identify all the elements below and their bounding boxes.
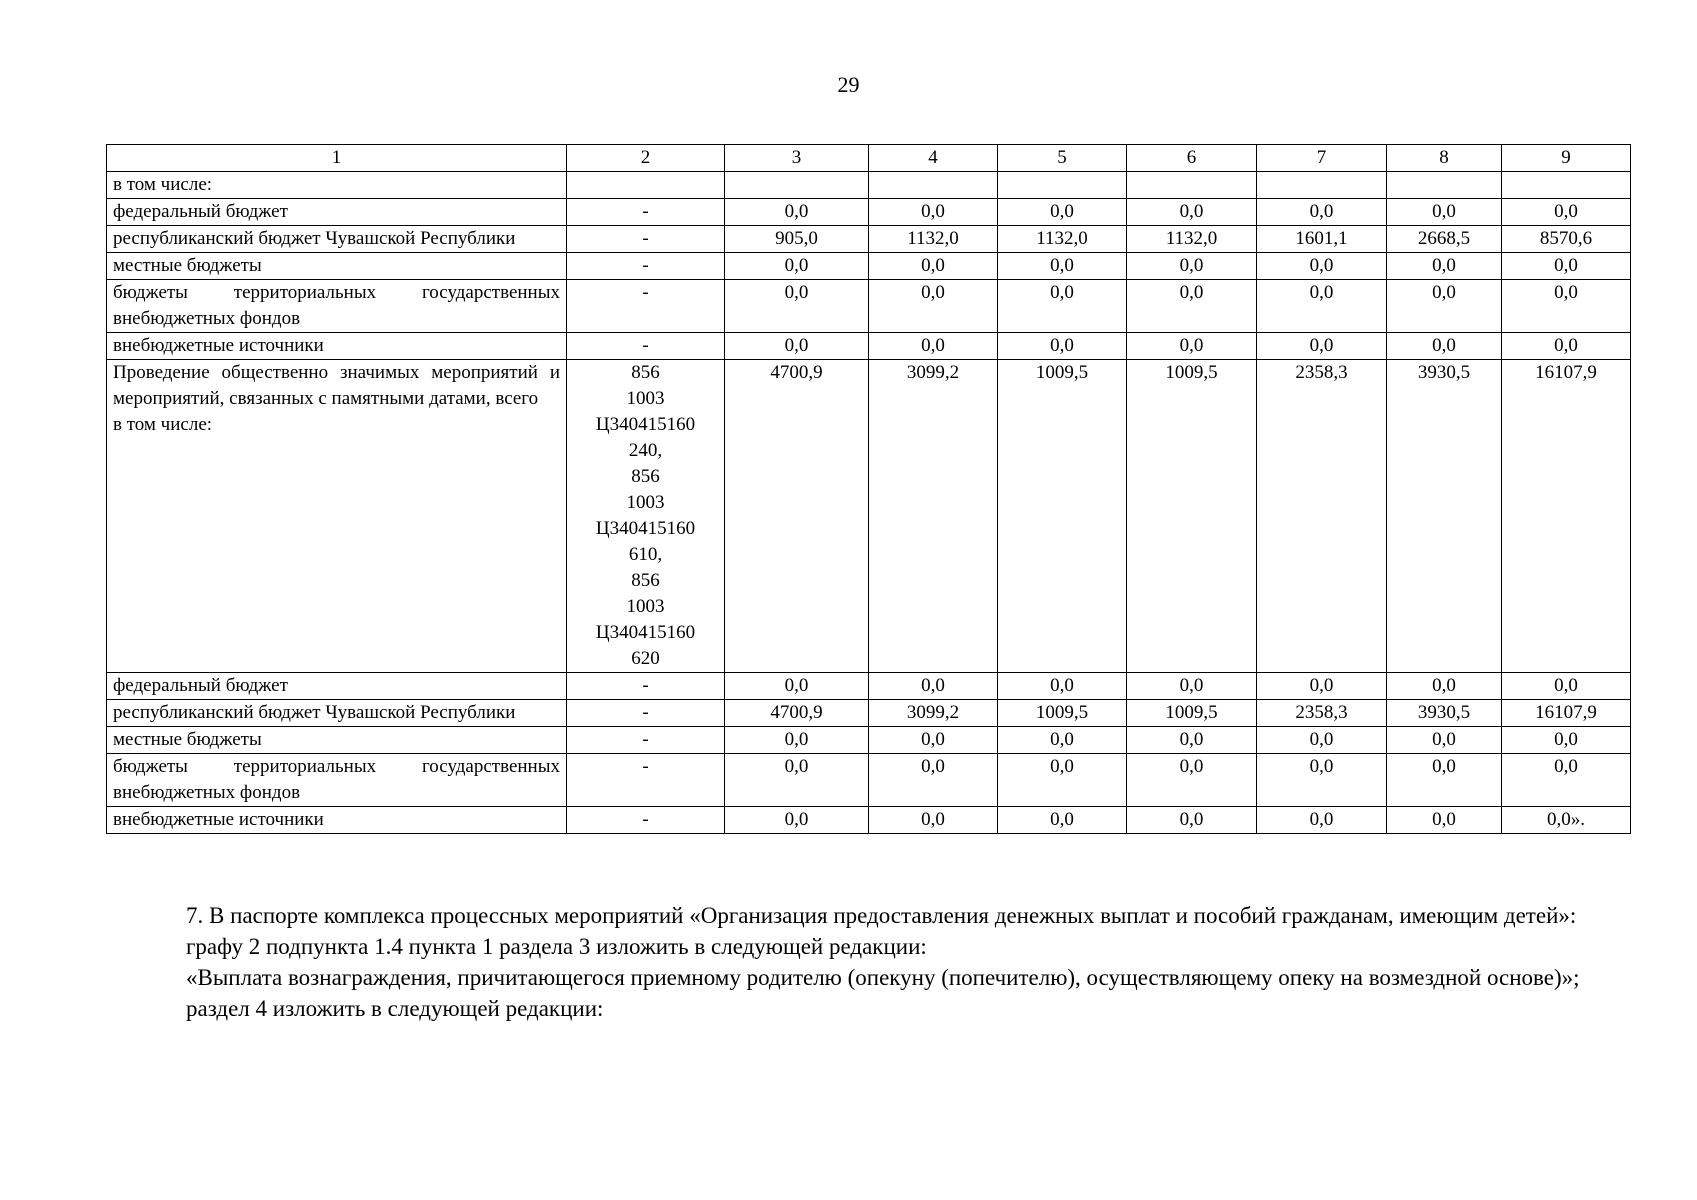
amount-col-7: 0,0 [1257, 199, 1387, 226]
amount-col-9: 0,0 [1502, 727, 1631, 754]
amount-col-3: 0,0 [725, 253, 869, 280]
column-number-2: 2 [567, 145, 725, 172]
amount-col-9: 16107,9 [1502, 360, 1631, 673]
table-row [107, 333, 1631, 360]
row-label: федеральный бюджет [107, 199, 567, 226]
table-row [107, 226, 1631, 253]
amount-col-8: 0,0 [1387, 333, 1502, 360]
budget-code: - [567, 333, 725, 360]
row-label: республиканский бюджет Чувашской Республики [107, 700, 567, 727]
row-label: федеральный бюджет [107, 673, 567, 700]
amount-col-6: 0,0 [1127, 807, 1257, 834]
amount-col-6: 0,0 [1127, 673, 1257, 700]
amount-col-7: 1601,1 [1257, 226, 1387, 253]
budget-code: - [567, 700, 725, 727]
amount-col-8: 0,0 [1387, 280, 1502, 333]
amount-col-3: 0,0 [725, 754, 869, 807]
amount-col-7: 0,0 [1257, 807, 1387, 834]
table-row [107, 280, 1631, 333]
amount-col-3: 4700,9 [725, 700, 869, 727]
amount-col-6: 0,0 [1127, 280, 1257, 333]
column-number-1: 1 [107, 145, 567, 172]
row-label: бюджеты территориальных государственных внебюджетных фондов [107, 754, 567, 807]
column-number-7: 7 [1257, 145, 1387, 172]
amount-col-5 [998, 172, 1127, 199]
amount-col-6: 1132,0 [1127, 226, 1257, 253]
amount-col-4: 0,0 [869, 333, 998, 360]
amount-col-6 [1127, 172, 1257, 199]
row-label: местные бюджеты [107, 253, 567, 280]
amount-col-9: 0,0 [1502, 280, 1631, 333]
budget-code: - [567, 280, 725, 333]
amount-col-6: 1009,5 [1127, 360, 1257, 673]
amount-col-6: 1009,5 [1127, 700, 1257, 727]
amount-col-3: 0,0 [725, 727, 869, 754]
amount-col-9: 0,0 [1502, 754, 1631, 807]
column-number-8: 8 [1387, 145, 1502, 172]
amount-col-9: 8570,6 [1502, 226, 1631, 253]
amount-col-5: 0,0 [998, 199, 1127, 226]
amount-col-5: 0,0 [998, 807, 1127, 834]
amount-col-8: 0,0 [1387, 754, 1502, 807]
amount-col-7: 0,0 [1257, 754, 1387, 807]
financing-table [106, 144, 1631, 834]
amount-col-8: 0,0 [1387, 253, 1502, 280]
row-label: местные бюджеты [107, 727, 567, 754]
amount-col-4: 0,0 [869, 673, 998, 700]
row-label: внебюджетные источники [107, 333, 567, 360]
table-row [107, 673, 1631, 700]
amount-col-7: 2358,3 [1257, 700, 1387, 727]
budget-code: - [567, 226, 725, 253]
body-text [115, 900, 1587, 1024]
amount-col-4: 3099,2 [869, 360, 998, 673]
paragraph-2: графу 2 подпункта 1.4 пункта 1 раздела 3 изложить в следующей редакции: [186, 934, 927, 959]
table-row [107, 754, 1631, 807]
paragraph-1: 7. В паспорте комплекса процессных мероприятий «Организация предоставления денежных выплат и пособий гражданам, имеющим детей»: [186, 903, 1577, 928]
budget-code: 856 1003 Ц340415160 240, 856 1003 Ц340415160 610, 856 1003 Ц340415160 620 [567, 360, 725, 673]
amount-col-9: 0,0 [1502, 673, 1631, 700]
amount-col-4: 0,0 [869, 807, 998, 834]
row-label: республиканский бюджет Чувашской Республики [107, 226, 567, 253]
amount-col-3: 0,0 [725, 807, 869, 834]
amount-col-8: 3930,5 [1387, 360, 1502, 673]
amount-col-7 [1257, 172, 1387, 199]
table-header-row [107, 145, 1631, 172]
amount-col-6: 0,0 [1127, 727, 1257, 754]
amount-col-8: 0,0 [1387, 199, 1502, 226]
table-body [107, 145, 1631, 834]
budget-code: - [567, 807, 725, 834]
table-row [107, 807, 1631, 834]
amount-col-7: 2358,3 [1257, 360, 1387, 673]
table-row [107, 253, 1631, 280]
table-row [107, 700, 1631, 727]
amount-col-7: 0,0 [1257, 673, 1387, 700]
amount-col-4: 0,0 [869, 754, 998, 807]
row-label: бюджеты территориальных государственных внебюджетных фондов [107, 280, 567, 333]
budget-code: - [567, 253, 725, 280]
paragraph-3: «Выплата вознаграждения, причитающегося приемному родителю (опекуну (попечителю), осуществляющему опеку на возмездной основе)»; [186, 965, 1580, 990]
budget-code: - [567, 727, 725, 754]
amount-col-9: 16107,9 [1502, 700, 1631, 727]
amount-col-8: 3930,5 [1387, 700, 1502, 727]
amount-col-3: 905,0 [725, 226, 869, 253]
amount-col-4: 0,0 [869, 280, 998, 333]
budget-code: - [567, 754, 725, 807]
amount-col-6: 0,0 [1127, 333, 1257, 360]
table-row [107, 172, 1631, 199]
amount-col-5: 1132,0 [998, 226, 1127, 253]
table-row [107, 727, 1631, 754]
amount-col-9: 0,0 [1502, 199, 1631, 226]
amount-col-4: 0,0 [869, 253, 998, 280]
amount-col-8: 0,0 [1387, 807, 1502, 834]
amount-col-5: 1009,5 [998, 700, 1127, 727]
row-label: Проведение общественно значимых мероприятий и мероприятий, связанных с памятными датами, всего в том числе: [107, 360, 567, 673]
amount-col-6: 0,0 [1127, 253, 1257, 280]
budget-code [567, 172, 725, 199]
budget-code: - [567, 199, 725, 226]
amount-col-9 [1502, 172, 1631, 199]
column-number-5: 5 [998, 145, 1127, 172]
amount-col-5: 0,0 [998, 754, 1127, 807]
amount-col-5: 0,0 [998, 727, 1127, 754]
amount-col-8: 0,0 [1387, 727, 1502, 754]
amount-col-7: 0,0 [1257, 727, 1387, 754]
column-number-9: 9 [1502, 145, 1631, 172]
column-number-6: 6 [1127, 145, 1257, 172]
page-number: 29 [837, 72, 860, 97]
table-row [107, 199, 1631, 226]
amount-col-4: 3099,2 [869, 700, 998, 727]
table-row [107, 360, 1631, 673]
amount-col-8 [1387, 172, 1502, 199]
amount-col-3: 0,0 [725, 280, 869, 333]
amount-col-4: 0,0 [869, 199, 998, 226]
amount-col-4: 1132,0 [869, 226, 998, 253]
amount-col-8: 2668,5 [1387, 226, 1502, 253]
amount-col-5: 0,0 [998, 333, 1127, 360]
amount-col-5: 1009,5 [998, 360, 1127, 673]
amount-col-9: 0,0 [1502, 253, 1631, 280]
amount-col-3 [725, 172, 869, 199]
amount-col-5: 0,0 [998, 280, 1127, 333]
column-number-3: 3 [725, 145, 869, 172]
amount-col-3: 0,0 [725, 199, 869, 226]
amount-col-8: 0,0 [1387, 673, 1502, 700]
row-label: в том числе: [107, 172, 567, 199]
paragraph-4: раздел 4 изложить в следующей редакции: [186, 996, 604, 1021]
amount-col-9: 0,0 [1502, 333, 1631, 360]
amount-col-3: 4700,9 [725, 360, 869, 673]
column-number-4: 4 [869, 145, 998, 172]
budget-code: - [567, 673, 725, 700]
row-label: внебюджетные источники [107, 807, 567, 834]
amount-col-3: 0,0 [725, 673, 869, 700]
amount-col-7: 0,0 [1257, 280, 1387, 333]
amount-col-6: 0,0 [1127, 199, 1257, 226]
amount-col-4 [869, 172, 998, 199]
amount-col-7: 0,0 [1257, 333, 1387, 360]
amount-col-9: 0,0». [1502, 807, 1631, 834]
amount-col-5: 0,0 [998, 673, 1127, 700]
amount-col-6: 0,0 [1127, 754, 1257, 807]
amount-col-4: 0,0 [869, 727, 998, 754]
amount-col-3: 0,0 [725, 333, 869, 360]
amount-col-7: 0,0 [1257, 253, 1387, 280]
amount-col-5: 0,0 [998, 253, 1127, 280]
